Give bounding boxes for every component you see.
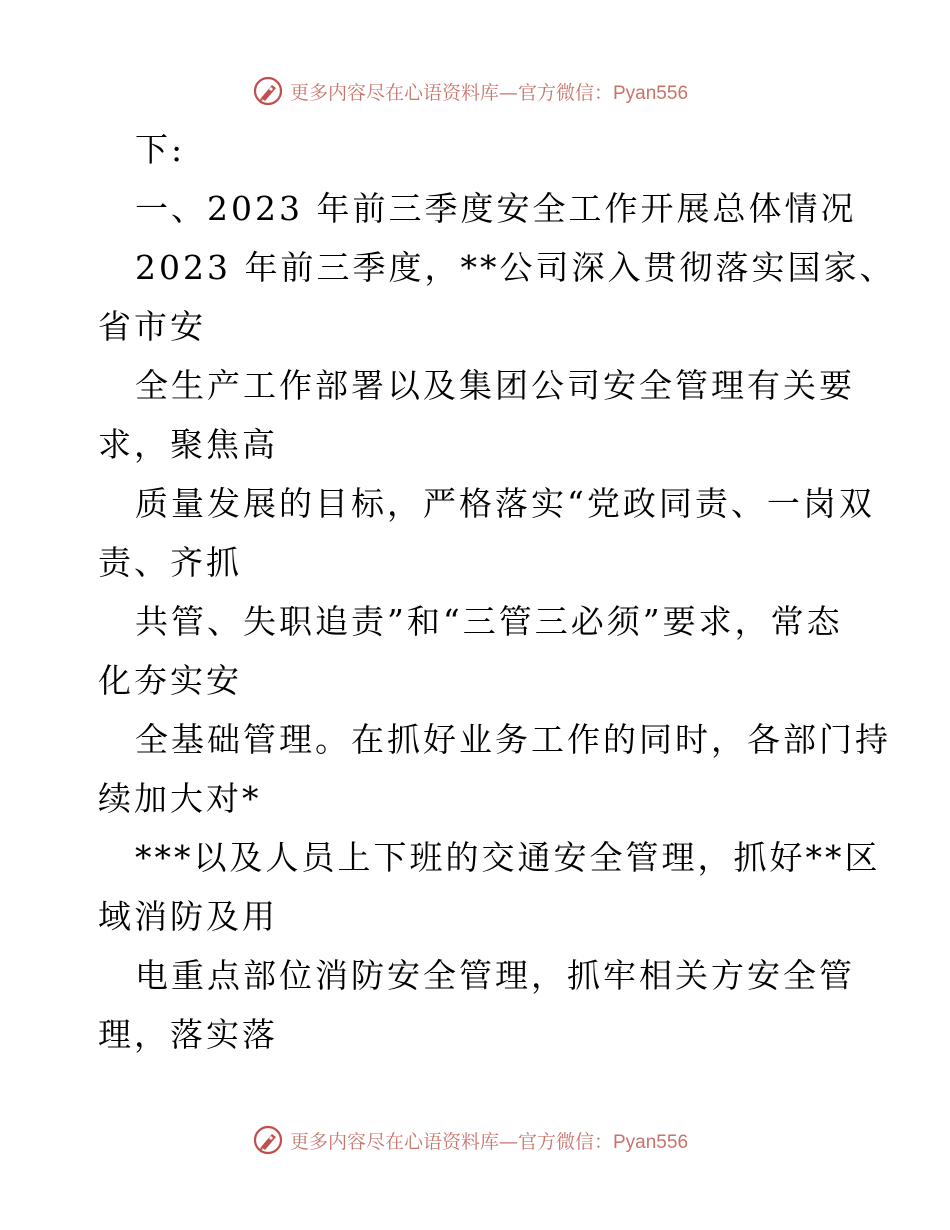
pen-nib-logo-icon [252,1124,284,1156]
text-line: 质量发展的目标，严格落实“党政同责、一岗双 [135,484,875,523]
text-line: 责、齐抓 [98,543,242,582]
watermark-main-text: 更多内容尽在心语资料库 [289,81,499,104]
text-line: 2023 年前三季度，**公司深入贯彻落实国家、 [135,248,896,287]
footer-watermark [0,1120,950,1160]
watermark-text [290,78,688,105]
watermark-contact-label: 官方微信： [517,1130,613,1153]
document-body [98,120,896,1064]
text-line: 全生产工作部署以及集团公司安全管理有关要 [135,366,855,405]
watermark-contact-id: Pyan556 [613,1131,689,1153]
text-line: 域消防及用 [98,897,278,936]
watermark-main-text: 更多内容尽在心语资料库 [289,1130,499,1153]
text-line: 化夯实安 [98,661,242,700]
text-line: 省市安 [98,307,206,346]
header-watermark [0,71,950,111]
text-line: ***以及人员上下班的交通安全管理，抓好**区 [135,838,881,877]
watermark-text [290,1127,688,1154]
watermark-contact-id: Pyan556 [613,82,689,104]
text-line: 下: [135,130,186,169]
text-line: 全基础管理。在抓好业务工作的同时，各部门持 [135,720,891,759]
section-heading: 一、2023 年前三季度安全工作开展总体情况 [135,189,857,228]
text-line: 理，落实落 [98,1015,278,1054]
watermark-contact-label: 官方微信： [517,81,613,104]
watermark-separator: — [498,1130,518,1153]
pen-nib-logo-icon [252,75,284,107]
text-line: 续加大对* [98,779,262,818]
text-line: 共管、失职追责”和“三管三必须”要求，常态 [135,602,843,641]
text-line: 求，聚焦高 [98,425,278,464]
watermark-separator: — [498,81,518,104]
text-line: 电重点部位消防安全管理，抓牢相关方安全管 [135,956,855,995]
